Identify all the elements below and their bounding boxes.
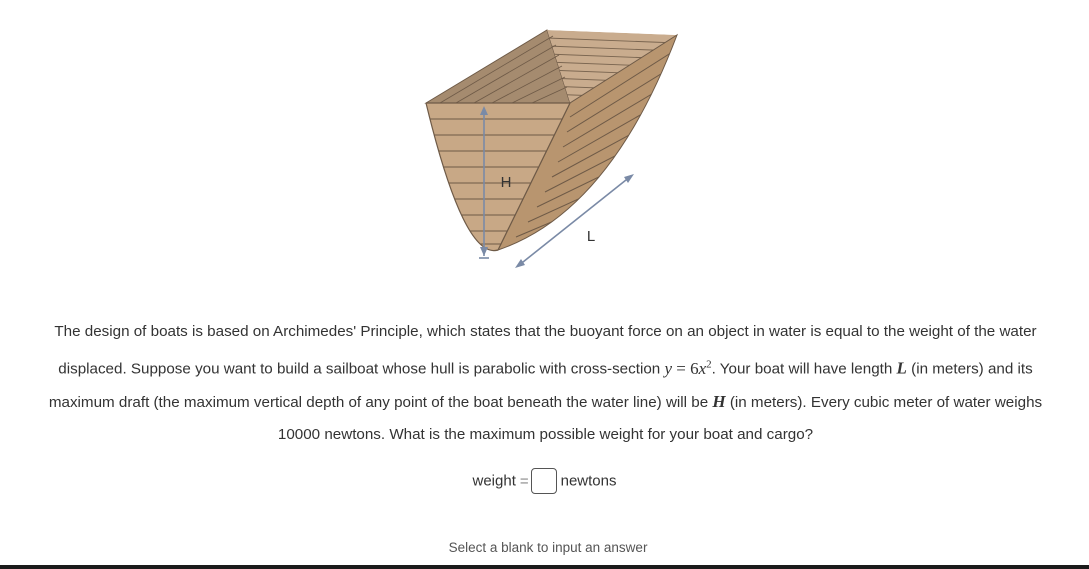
- length-label: L: [586, 228, 596, 245]
- problem-text-3a: maximum draft (the maximum vertical depth of any point of the boat beneath the water line) will be: [48, 393, 713, 411]
- unit-label: newtons: [560, 472, 617, 490]
- eq-coefficient: = 6: [671, 358, 699, 378]
- height-label: H: [500, 174, 512, 191]
- parabola-equation: [664, 359, 711, 378]
- problem-text-2a: displaced. Suppose you want to build a sailboat whose hull is parabolic with cross-section: [58, 360, 665, 378]
- var-height: H: [712, 391, 726, 411]
- bottom-border-bar: [0, 565, 1089, 569]
- var-length: L: [896, 358, 907, 378]
- hull-interior-left: [426, 30, 570, 103]
- answer-row: [0, 468, 1089, 494]
- equals-sign: =: [519, 472, 529, 490]
- boat-hull-figure: [420, 22, 690, 274]
- problem-line-2: [8, 348, 1083, 386]
- problem-line-3: [8, 386, 1083, 419]
- problem-statement: [8, 316, 1083, 451]
- problem-text-2b: . Your boat will have length: [711, 360, 897, 378]
- problem-text-4: 10000 newtons. What is the maximum possible weight for your boat and cargo?: [277, 425, 814, 443]
- problem-text-1: The design of boats is based on Archimedes' Principle, which states that the buoyant force on an object in water is equal to the weight of the water: [54, 323, 1037, 340]
- eq-x: x: [698, 358, 707, 378]
- input-hint: Select a blank to input an answer: [448, 540, 648, 555]
- weight-label: weight: [472, 472, 516, 490]
- weight-answer-input[interactable]: [531, 468, 557, 494]
- problem-text-3b: (in meters). Every cubic meter of water weighs: [725, 393, 1043, 411]
- eq-y: y: [664, 358, 672, 378]
- problem-line-4: [8, 419, 1083, 451]
- eq-exponent: 2: [706, 358, 712, 370]
- problem-text-2c: (in meters) and its: [906, 360, 1033, 378]
- problem-line-1: [8, 316, 1083, 348]
